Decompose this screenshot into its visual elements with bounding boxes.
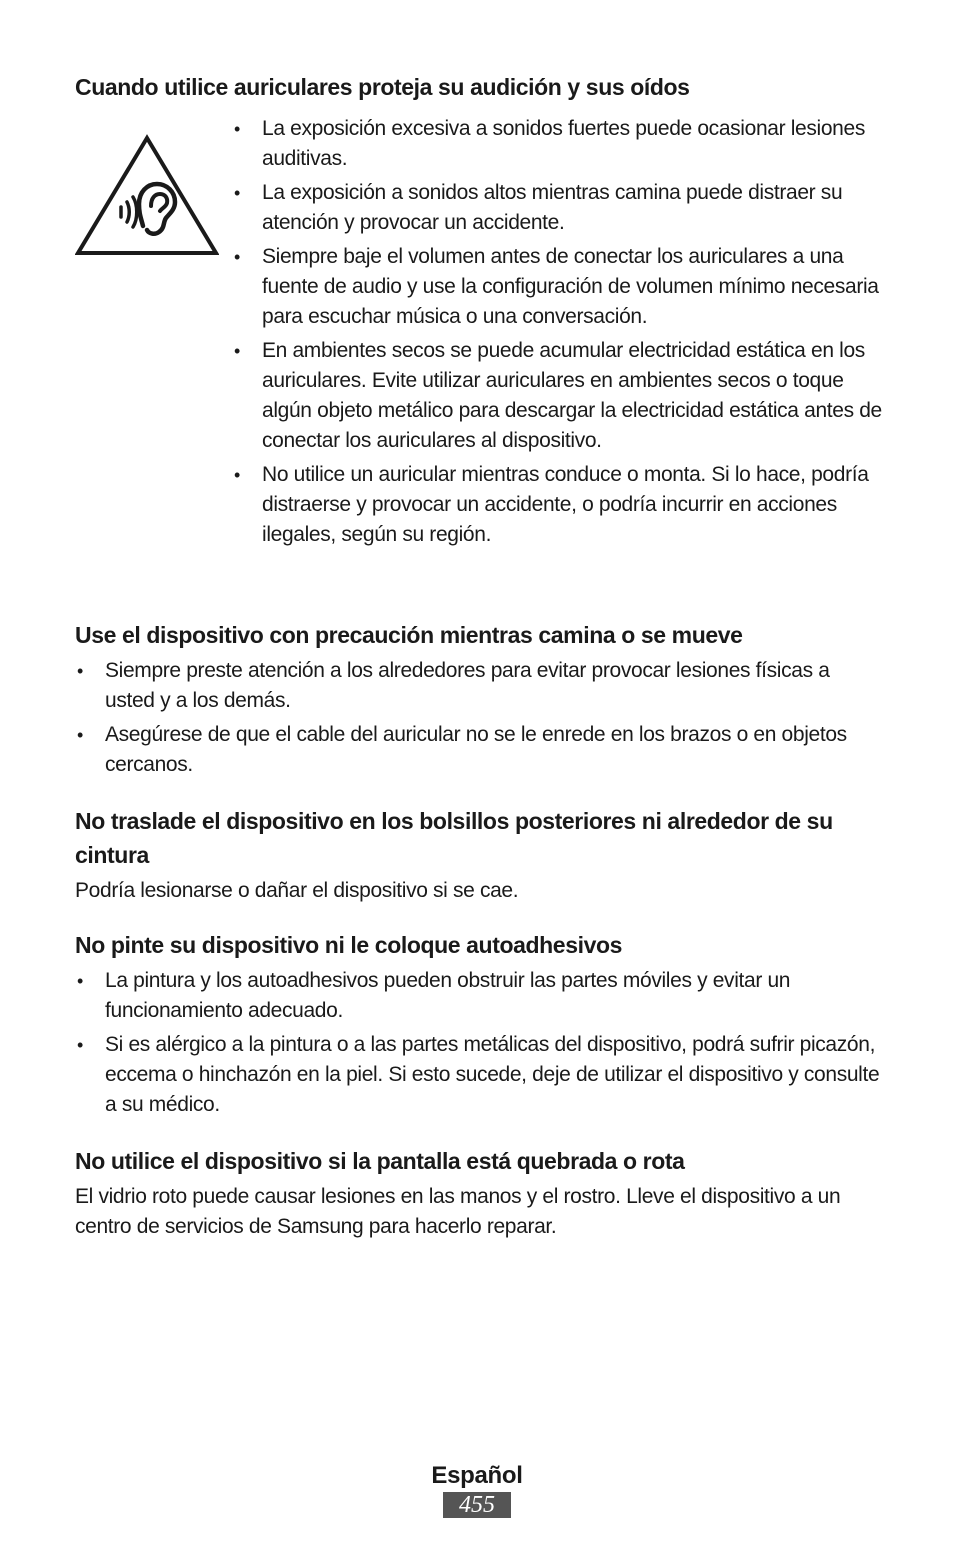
- bullet-mark: •: [234, 465, 240, 485]
- section-paint: [75, 928, 883, 1124]
- bullet-mark: •: [234, 183, 240, 203]
- section-heading: Cuando utilice auriculares proteja su audición y sus oídos: [75, 74, 690, 100]
- bullet-mark: •: [77, 971, 83, 991]
- section-heading: No pinte su dispositivo ni le coloque autoadhesivos: [75, 932, 623, 958]
- list-item: • Asegúrese de que el cable del auricular no se le enrede en los brazos o en objetos cercanos.: [75, 720, 883, 780]
- bullet-mark: •: [77, 725, 83, 745]
- list-item: • Si es alérgico a la pintura o a las partes metálicas del dispositivo, podrá sufrir picazón, eccema o hinchazón en la piel. Si esto sucede, deje de utilizar el dispositivo y consulte a su médico.: [75, 1030, 883, 1120]
- list-item: • Siempre preste atención a los alrededores para evitar provocar lesiones físicas a usted y a los demás.: [75, 656, 883, 716]
- footer-language: Español: [431, 1462, 523, 1489]
- list-item: • La exposición a sonidos altos mientras camina puede distraer su atención y provocar un accidente.: [232, 178, 883, 238]
- section-broken-screen: [75, 1144, 883, 1242]
- page-number: 455: [443, 1492, 511, 1518]
- bullet-mark: •: [234, 119, 240, 139]
- section-heading: No utilice el dispositivo si la pantalla está quebrada o rota: [75, 1148, 685, 1174]
- bullet-mark: •: [77, 661, 83, 681]
- paint-bullet-list: [75, 966, 883, 1120]
- list-item: • No utilice un auricular mientras conduce o monta. Si lo hace, podría distraerse y provocar un accidente, o podría incurrir en acciones ilegales, según su región.: [232, 460, 883, 550]
- list-item: • La exposición excesiva a sonidos fuertes puede ocasionar lesiones auditivas.: [232, 114, 883, 174]
- walking-bullet-list: [75, 656, 883, 780]
- section-headphones: [75, 70, 883, 554]
- section-text: Podría lesionarse o dañar el dispositivo si se cae.: [75, 879, 519, 902]
- headphones-content: [75, 114, 883, 554]
- section-heading: Use el dispositivo con precaución mientras camina o se mueve: [75, 622, 743, 648]
- list-item: • La pintura y los autoadhesivos pueden obstruir las partes móviles y evitar un funcionamiento adecuado.: [75, 966, 883, 1026]
- list-item: • En ambientes secos se puede acumular electricidad estática en los auriculares. Evite utilizar auriculares en ambientes secos o toque algún objeto metálico para descargar la electricidad estática antes de conectar los auriculares al dispositivo.: [232, 336, 883, 456]
- bullet-mark: •: [77, 1035, 83, 1055]
- hearing-warning-icon: [75, 114, 220, 554]
- headphones-bullet-list: [232, 114, 883, 550]
- section-text: El vidrio roto puede causar lesiones en las manos y el rostro. Lleve el dispositivo a un centro de servicios de Samsung para hacerlo reparar.: [75, 1185, 841, 1238]
- page-footer: [0, 1462, 954, 1518]
- section-pockets: [75, 804, 883, 906]
- bullet-mark: •: [234, 341, 240, 361]
- bullet-mark: •: [234, 247, 240, 267]
- section-heading: No traslade el dispositivo en los bolsillos posteriores ni alrededor de su cintura: [75, 808, 833, 868]
- section-walking: [75, 618, 883, 784]
- list-item: • Siempre baje el volumen antes de conectar los auriculares a una fuente de audio y use la configuración de volumen mínimo necesaria para escuchar música o una conversación.: [232, 242, 883, 332]
